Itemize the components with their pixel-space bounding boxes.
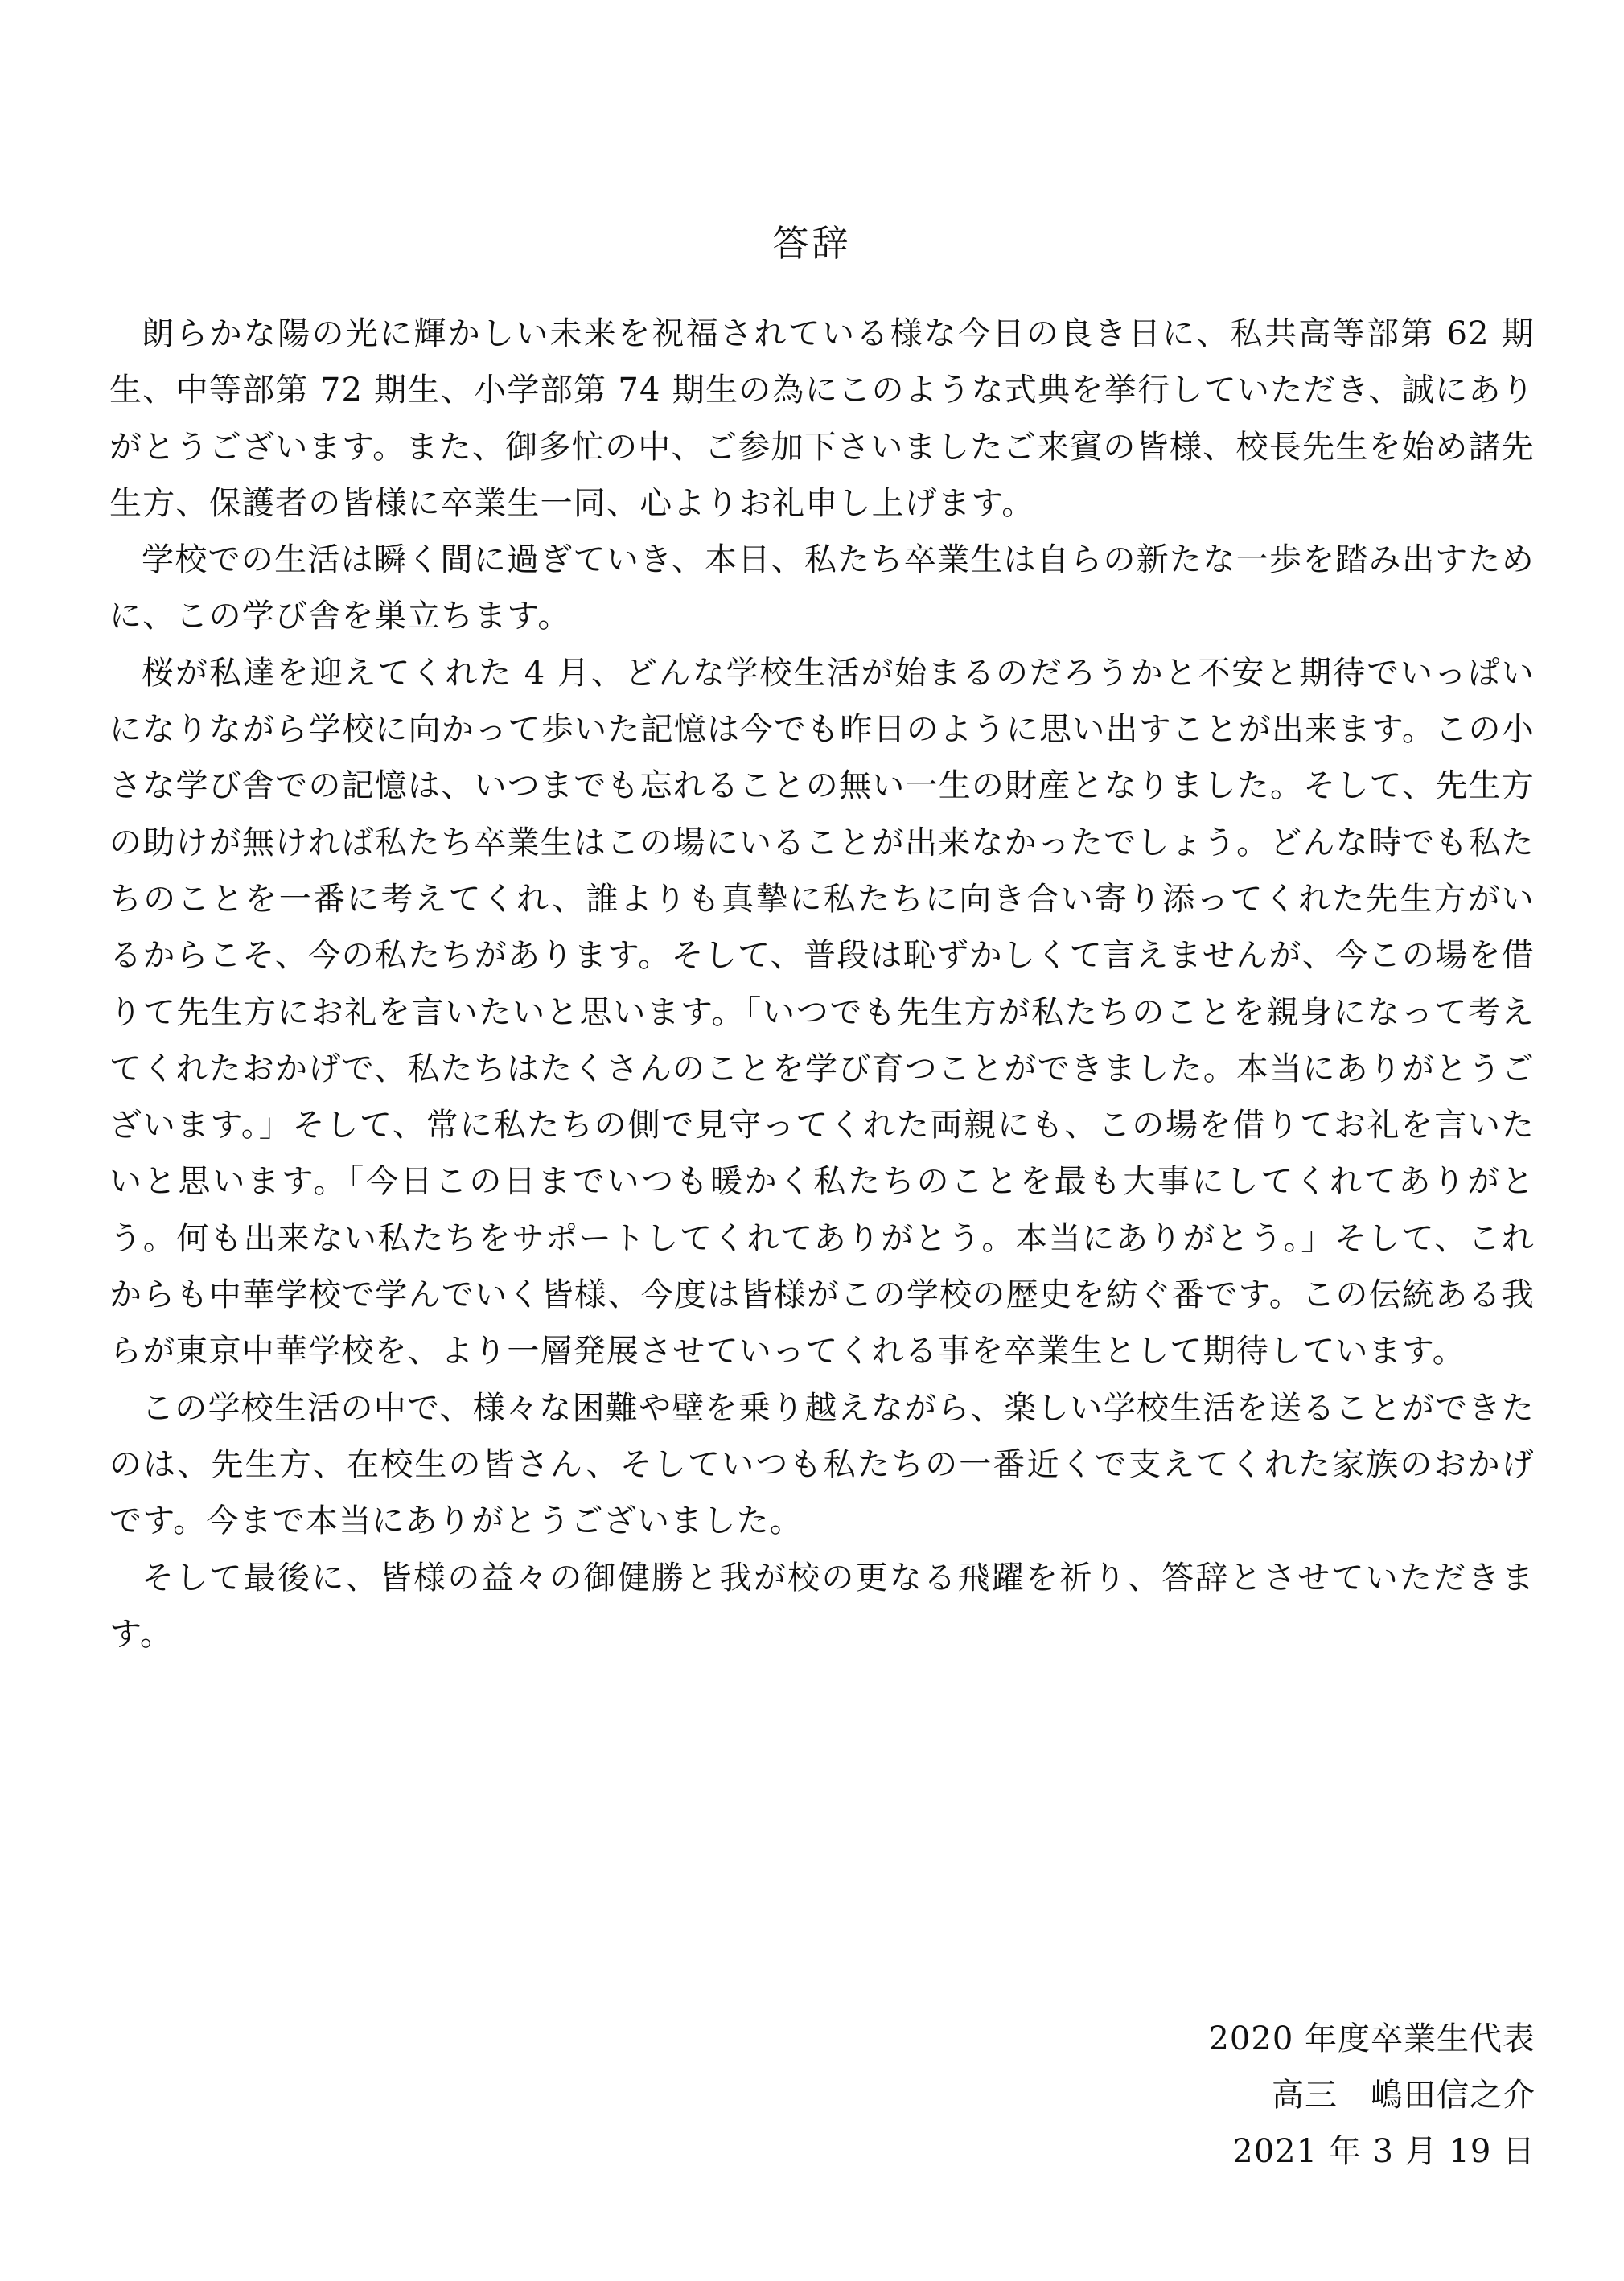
signature-block: [1208, 2011, 1536, 2180]
paragraph-memories: 桜が私達を迎えてくれた 4 月、どんな学校生活が始まるのだろうかと不安と期待でいっぱいになりながら学校に向かって歩いた記憶は今でも昨日のように思い出すことが出来ます。この小さな学び舎での記憶は、いつまでも忘れることの無い一生の財産となりました。そして、先生方の助けが無ければ私たち卒業生はこの場にいることが出来なかったでしょう。どんな時でも私たちのことを一番に考えてくれ、誰よりも真摯に私たちに向き合い寄り添ってくれた先生方がいるからこそ、今の私たちがあります。そして、普段は恥ずかしくて言えませんが、今この場を借りて先生方にお礼を言いたいと思います。「いつでも先生方が私たちのことを親身になって考えてくれたおかげで、私たちはたくさんのことを学び育つことができました。本当にありがとうございます。」そして、常に私たちの側で見守ってくれた両親にも、この場を借りてお礼を言いたいと思います。「今日この日までいつも暖かく私たちのことを最も大事にしてくれてありがとう。何も出来ない私たちをサポートしてくれてありがとう。本当にありがとう。」そして、これからも中華学校で学んでいく皆様、今度は皆様がこの学校の歴史を紡ぐ番です。この伝統ある我らが東京中華学校を、より一層発展させていってくれる事を卒業生として期待しています。: [109, 654, 1535, 1371]
paragraph-greeting: 朗らかな陽の光に輝かしい未来を祝福されている様な今日の良き日に、私共高等部第 62 期生、中等部第 72 期生、小学部第 74 期生の為にこのような式典を挙行していただき、誠にありがとうございます。また、御多忙の中、ご参加下さいましたご来賓の皆様、校長先生を始め諸先生方、保護者の皆様に卒業生一同、心よりお礼申し上げます。: [109, 315, 1535, 522]
signature-date: 2021 年 3 月 19 日: [1232, 2133, 1536, 2170]
document-body: [109, 306, 1535, 1662]
signature-name: 高三 嶋田信之介: [1272, 2077, 1536, 2114]
paragraph-departure: 学校での生活は瞬く間に過ぎていき、本日、私たち卒業生は自らの新たな一歩を踏み出すために、この学び舎を巣立ちます。: [109, 541, 1535, 635]
signature-role: 2020 年度卒業生代表: [1208, 2020, 1536, 2057]
paragraph-closing: そして最後に、皆様の益々の御健勝と我が校の更なる飛躍を祈り、答辞とさせていただきます。: [109, 1559, 1535, 1653]
paragraph-gratitude: この学校生活の中で、様々な困難や壁を乗り越えながら、楽しい学校生活を送ることができたのは、先生方、在校生の皆さん、そしていつも私たちの一番近くで支えてくれた家族のおかげです。今まで本当にありがとうございました。: [109, 1389, 1535, 1540]
document-title: 答辞: [772, 222, 852, 265]
